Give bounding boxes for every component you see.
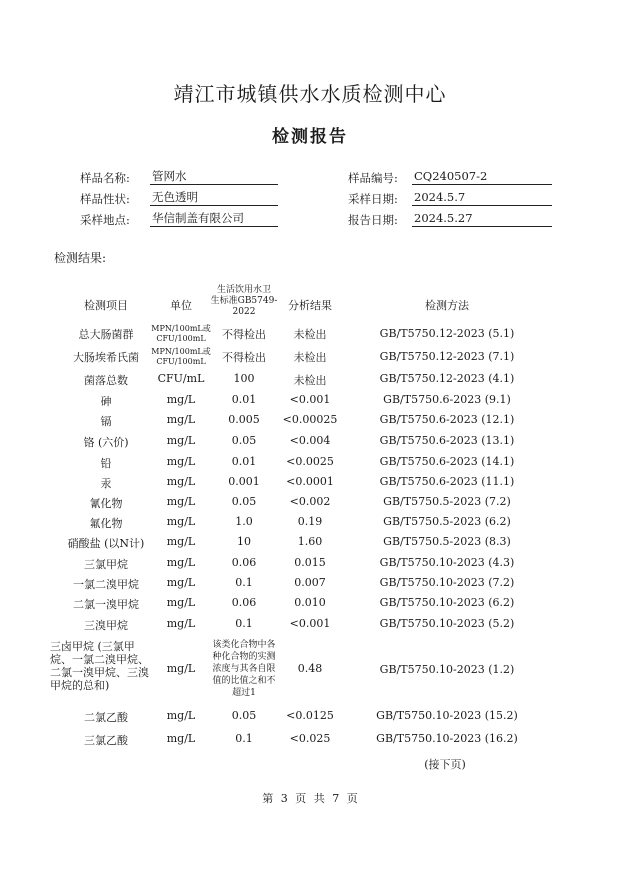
report-title: 检测报告: [272, 127, 348, 147]
limit-cell: 0.01: [231, 393, 257, 406]
unit-cell: CFU/mL: [157, 372, 205, 385]
sample-traits-label: 样品性状:: [80, 192, 130, 206]
limit-cell: 10: [237, 535, 251, 548]
result-cell: <0.0025: [286, 455, 334, 468]
result-cell: 0.007: [294, 576, 326, 589]
unit-cell: mg/L: [166, 515, 196, 528]
method-cell: GB/T5750.12-2023 (5.1): [379, 327, 515, 340]
limit-header-line: 2022: [232, 307, 256, 317]
limit-cell: 0.001: [228, 475, 260, 488]
result-cell: <0.025: [289, 732, 331, 745]
unit-line: CFU/100mL: [156, 334, 206, 343]
unit-cell: mg/L: [166, 556, 196, 569]
limit-cell: 100: [233, 372, 255, 385]
result-cell: <0.00025: [282, 413, 338, 426]
item-cell: 大肠埃希氏菌: [73, 351, 139, 364]
result-cell: 1.60: [297, 535, 323, 548]
method-cell: GB/T5750.12-2023 (7.1): [379, 350, 515, 363]
result-cell: <0.001: [289, 617, 331, 630]
method-cell: GB/T5750.10-2023 (4.3): [379, 556, 515, 569]
result-cell: 0.48: [297, 662, 323, 675]
unit-line: CFU/100mL: [156, 357, 206, 366]
result-cell: <0.004: [289, 434, 331, 447]
result-cell: 0.015: [294, 556, 326, 569]
limit-cell: 0.05: [231, 495, 257, 508]
sample-traits-value: 无色透明: [150, 190, 278, 206]
limit-header-line: 生活饮用水卫: [216, 285, 271, 295]
continued-note: (接下页): [424, 758, 466, 771]
method-cell: GB/T5750.12-2023 (4.1): [379, 372, 515, 385]
result-cell: <0.002: [289, 495, 331, 508]
sampling-site-label: 采样地点:: [80, 213, 130, 227]
method-cell: GB/T5750.10-2023 (7.2): [379, 576, 515, 589]
unit-line: MPN/100mL或: [151, 324, 211, 333]
method-cell: GB/T5750.10-2023 (6.2): [379, 596, 515, 609]
method-cell: GB/T5750.6-2023 (12.1): [379, 413, 515, 426]
item-cell: 铅: [100, 457, 112, 470]
item-cell: 一氯二溴甲烷: [73, 578, 139, 591]
item-cell: 铬 (六价): [83, 436, 129, 449]
sampling-date-value: 2024.5.7: [412, 190, 552, 206]
item-cell: 三溴甲烷: [84, 619, 128, 632]
limit-cell: 0.1: [235, 732, 253, 745]
item-cell: 镉: [100, 415, 112, 428]
unit-cell: mg/L: [166, 455, 196, 468]
limit-cell: 1.0: [235, 515, 253, 528]
item-cell: 硝酸盐 (以N计): [67, 537, 145, 550]
result-cell: 未检出: [293, 328, 327, 341]
unit-cell: [150, 347, 212, 367]
page-number: 第 3 页 共 7 页: [262, 792, 358, 805]
limit-cell: 0.06: [231, 596, 257, 609]
column-header-unit: 单位: [170, 299, 192, 312]
limit-cell: 0.05: [231, 434, 257, 447]
limit-cell: 0.1: [235, 576, 253, 589]
result-cell: <0.0125: [286, 709, 334, 722]
method-cell: GB/T5750.5-2023 (7.2): [383, 495, 511, 508]
method-cell: GB/T5750.10-2023 (16.2): [376, 732, 518, 745]
method-cell: GB/T5750.5-2023 (8.3): [383, 535, 511, 548]
organization-title: 靖江市城镇供水水质检测中心: [173, 82, 447, 106]
unit-line: MPN/100mL或: [151, 347, 211, 356]
result-cell: 0.19: [297, 515, 323, 528]
method-cell: GB/T5750.10-2023 (1.2): [379, 663, 515, 676]
result-cell: <0.0001: [286, 475, 334, 488]
method-cell: GB/T5750.10-2023 (15.2): [376, 709, 518, 722]
result-cell: 未检出: [293, 351, 327, 364]
unit-cell: mg/L: [166, 709, 196, 722]
sample-number-value: CQ240507-2: [412, 169, 552, 185]
limit-cell: 0.1: [235, 617, 253, 630]
unit-cell: mg/L: [166, 576, 196, 589]
unit-cell: mg/L: [166, 413, 196, 426]
unit-cell: mg/L: [166, 617, 196, 630]
method-cell: GB/T5750.6-2023 (14.1): [379, 455, 515, 468]
unit-cell: mg/L: [166, 596, 196, 609]
method-cell: GB/T5750.6-2023 (13.1): [379, 434, 515, 447]
column-header-item: 检测项目: [84, 299, 128, 312]
results-label: 检测结果:: [54, 251, 107, 265]
column-header-limit: [206, 285, 282, 318]
unit-cell: mg/L: [166, 662, 196, 675]
unit-cell: mg/L: [166, 535, 196, 548]
limit-cell: 不得检出: [222, 351, 266, 364]
item-cell: 三氯甲烷: [84, 558, 128, 571]
limit-header-line: 生标准GB5749-: [210, 296, 278, 306]
sample-number-label: 样品编号:: [348, 171, 398, 185]
item-cell: 三氯乙酸: [84, 734, 128, 747]
sampling-site-value: 华信制盖有限公司: [150, 211, 278, 227]
limit-cell: 该类化合物中各种化合物的实测浓度与其各自限值的比值之和不超过1: [212, 640, 276, 698]
sample-name-value: 管网水: [150, 169, 278, 185]
result-cell: 未检出: [293, 374, 327, 387]
column-header-result: 分析结果: [288, 299, 332, 312]
unit-cell: mg/L: [166, 495, 196, 508]
unit-cell: mg/L: [166, 732, 196, 745]
result-cell: 0.010: [294, 596, 326, 609]
item-cell: 二氯一溴甲烷: [73, 598, 139, 611]
unit-cell: mg/L: [166, 434, 196, 447]
limit-cell: 0.05: [231, 709, 257, 722]
report-date-label: 报告日期:: [348, 213, 398, 227]
sampling-date-label: 采样日期:: [348, 192, 398, 206]
result-cell: <0.001: [289, 393, 331, 406]
item-cell: 总大肠菌群: [78, 328, 134, 341]
item-cell: 砷: [100, 395, 112, 408]
method-cell: GB/T5750.6-2023 (11.1): [379, 475, 515, 488]
column-header-method: 检测方法: [425, 299, 469, 312]
item-cell: 氰化物: [89, 497, 123, 510]
unit-cell: [150, 324, 212, 344]
report-date-value: 2024.5.27: [412, 211, 552, 227]
method-cell: GB/T5750.6-2023 (9.1): [383, 393, 511, 406]
unit-cell: mg/L: [166, 393, 196, 406]
method-cell: GB/T5750.10-2023 (5.2): [379, 617, 515, 630]
limit-cell: 0.01: [231, 455, 257, 468]
item-cell: 菌落总数: [84, 374, 128, 387]
limit-cell: 0.06: [231, 556, 257, 569]
item-cell: 汞: [100, 477, 112, 490]
method-cell: GB/T5750.5-2023 (6.2): [383, 515, 511, 528]
sample-name-label: 样品名称:: [80, 171, 130, 185]
limit-cell: 0.005: [228, 413, 260, 426]
unit-cell: mg/L: [166, 475, 196, 488]
item-cell: 三卤甲烷 (三氯甲烷、一氯二溴甲烷、二氯一溴甲烷、三溴甲烷的总和): [50, 640, 149, 692]
limit-cell: 不得检出: [222, 328, 266, 341]
item-cell: 二氯乙酸: [84, 711, 128, 724]
item-cell: 氟化物: [89, 517, 123, 530]
